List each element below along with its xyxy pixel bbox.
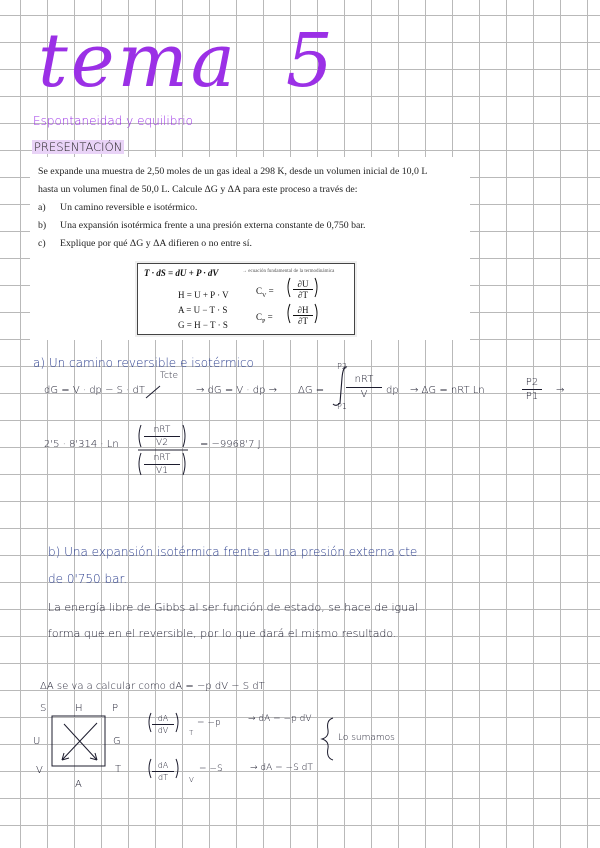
part-c-line: ΔA se va a calcular como dA = −p dV − S dT [40,681,265,692]
cte-label: Tcte [160,371,178,381]
paren-icon [149,713,151,732]
eq-delta-g-result: → ΔG = nRT Ln [410,385,485,396]
equation-note: → ecuación fundamental de la termodinámica [242,269,335,274]
integral-lower: P1 [337,402,347,411]
part-a-heading: a) Un camino reversible e isotérmico [33,356,254,370]
gibbs-def: G = H − T · S [178,320,228,330]
part-b-heading-cont: de 0'750 bar. [48,572,128,586]
cv-fraction: ∂U ∂T [293,279,313,300]
paren-icon [149,759,151,778]
paren-icon [176,713,178,732]
eq-dg-reduced: → dG = V · dp → [196,385,278,396]
square-label-a: A [75,779,82,790]
cv-def: $C_V$ = [256,286,274,299]
volume-fraction-bottom: nRT V1 [144,452,180,477]
problem-item: b) Una expansión isotérmica frente a una presión externa constante de 0,750 bar. [38,220,366,231]
derivative-1-rhs: = −p [197,718,221,728]
derivative-2-rhs: = −S [199,764,223,774]
derivative-2-sub: V [189,776,194,784]
part-b-text: forma que en el reversible, por lo que dará el mismo resultado. [48,627,397,640]
derivative-2: dA dT [152,760,174,783]
square-label-u: U [33,736,41,747]
subtitle: Espontaneidad y equilibrio [33,114,193,128]
arrow: → [556,385,565,396]
problem-item: a) Un camino reversible e isotérmico. [38,202,198,213]
problem-line: hasta un volumen final de 50,0 L. Calcule ΔG y ΔA para este proceso a través de: [38,184,358,195]
strike-dt [146,386,160,398]
square-label-p: P [112,703,119,714]
square-label-g: G [113,736,121,747]
fundamental-equation: T · dS = dU + P · dV [144,268,219,278]
paren-icon [176,759,178,778]
helmholtz-def: A = U − T · S [178,305,228,315]
volume-fraction-top: nRT V2 [144,424,180,449]
square-label-s: S [40,703,47,714]
enthalpy-def: H = U + P · V [178,290,229,300]
integral-upper: P2 [337,362,347,371]
part-b-text: La energía libre de Gibbs al ser función de estado, se hace de igual [48,601,418,614]
paren-icon [183,425,185,447]
title-word: tema [38,18,238,104]
eq-dg-general: dG = V · dp − S · dT [44,385,145,396]
title-number: 5 [285,18,336,104]
paren-icon [139,425,141,447]
integrand-fraction: nRT V [346,373,382,402]
paren-icon [183,453,185,475]
square-diagonal [64,724,97,760]
square-label-h: H [75,703,83,714]
integral-sign-icon [333,367,347,405]
cp-def: $C_P$ = [256,312,273,325]
derivative-1: dA dV [152,713,174,736]
cp-fraction: ∂H ∂T [293,305,313,326]
curly-brace-icon [322,718,333,760]
paren-icon [139,453,141,475]
pressure-ratio: P2 P1 [522,376,542,403]
numeric-result: = −9968'7 J [200,439,261,450]
part-b-heading: b) Una expansión isotérmica frente a una presión externa cte [48,545,418,559]
problem-item: c) Explique por qué ΔG y ΔA difieren o no entre sí. [38,238,252,249]
brace-note: Lo sumamos [338,733,395,743]
eq-numeric: 2'5 · 8'314 · Ln [44,439,119,450]
eq-dp: dp [386,385,399,396]
derivative-1-result: → dA = −p dV [248,714,312,724]
square-label-t: T [115,764,122,775]
eq-delta-g: ΔG = [298,385,325,396]
section-tag: PRESENTACIÓN [34,140,123,154]
derivative-1-sub: T [189,729,194,737]
derivative-2-result: → dA = −S dT [250,763,313,773]
problem-line: Se expande una muestra de 2,50 moles de un gas ideal a 298 K, desde un volumen inicial de 10,0 L [38,166,428,177]
square-label-v: V [36,765,43,776]
